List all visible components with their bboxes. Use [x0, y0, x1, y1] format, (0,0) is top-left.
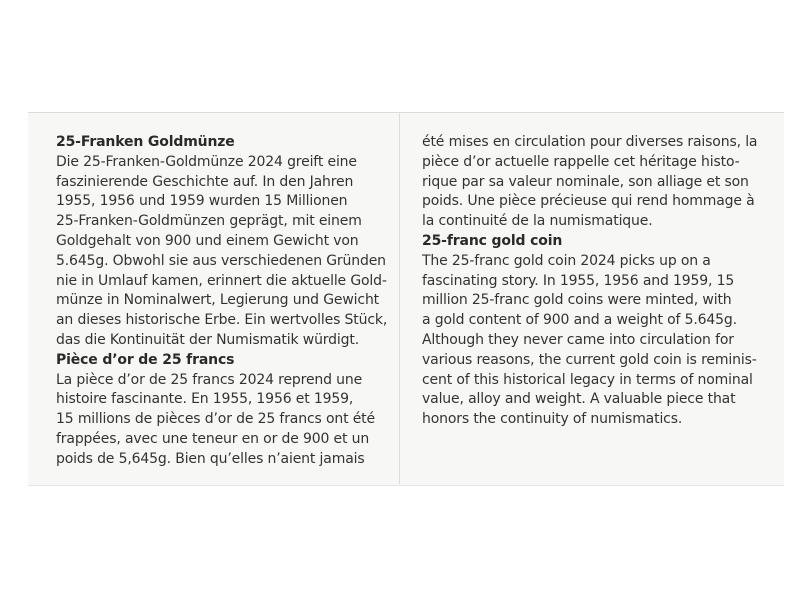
- french-text-line: La pièce d’or de 25 francs 2024 reprend une: [56, 371, 363, 388]
- french-text-line: été mises en circulation pour diverses raisons, la: [422, 134, 758, 150]
- right-column: [422, 133, 757, 430]
- english-text-line: Although they never came into circulation for: [422, 331, 734, 348]
- english-heading: 25-franc gold coin: [422, 232, 563, 249]
- french-text-line: 15 millions de pièces d’or de 25 francs ont été: [56, 411, 375, 428]
- english-text-line: various reasons, the current gold coin is reminis-: [422, 351, 757, 368]
- english-text-line: value, alloy and weight. A valuable piece that: [422, 391, 736, 408]
- english-text-line: honors the continuity of numismatics.: [422, 411, 683, 428]
- german-text-line: 5.645g. Obwohl sie aus verschiedenen Gründen: [56, 252, 386, 269]
- french-text-line: rique par sa valeur nominale, son alliage et son: [422, 173, 749, 190]
- german-heading: 25-Franken Goldmünze: [56, 134, 235, 150]
- german-text-line: nie in Umlauf kamen, erinnert die aktuelle Gold-: [56, 272, 387, 289]
- english-text-line: a gold content of 900 and a weight of 5.645g.: [422, 312, 737, 329]
- english-text-line: cent of this historical legacy in terms of nominal: [422, 371, 753, 388]
- english-text-line: fascinating story. In 1955, 1956 and 1959, 15: [422, 272, 735, 289]
- german-text-line: das die Kontinuität der Numismatik würdigt.: [56, 331, 360, 348]
- french-text-line: histoire fascinante. En 1955, 1956 et 1959,: [56, 391, 354, 408]
- french-heading: Pièce d’or de 25 francs: [56, 351, 235, 368]
- french-text-line: la continuité de la numismatique.: [422, 213, 653, 230]
- german-text-line: Die 25-Franken-Goldmünze 2024 greift eine: [56, 153, 357, 170]
- french-text-line: poids. Une pièce précieuse qui rend hommage à: [422, 193, 755, 210]
- german-text-line: 25-Franken-Goldmünzen geprägt, mit einem: [56, 213, 362, 230]
- german-text-line: an dieses historische Erbe. Ein wertvolles Stück,: [56, 312, 388, 329]
- left-column: [56, 133, 387, 470]
- english-text-line: million 25-franc gold coins were minted, with: [422, 292, 732, 309]
- german-text-line: 1955, 1956 und 1959 wurden 15 Millionen: [56, 193, 348, 210]
- english-text-line: The 25-franc gold coin 2024 picks up on a: [422, 252, 711, 269]
- french-text-line: poids de 5,645g. Bien qu’elles n’aient jamais: [56, 450, 365, 467]
- german-text-line: Goldgehalt von 900 und einem Gewicht von: [56, 232, 359, 249]
- german-text-line: faszinierende Geschichte auf. In den Jahren: [56, 173, 354, 190]
- german-text-line: münze in Nominalwert, Legierung und Gewicht: [56, 292, 380, 309]
- french-text-line: frappées, avec une teneur en or de 900 et un: [56, 430, 370, 447]
- center-fold-line: [399, 112, 400, 484]
- french-text-line: pièce d’or actuelle rappelle cet héritage histo-: [422, 153, 740, 170]
